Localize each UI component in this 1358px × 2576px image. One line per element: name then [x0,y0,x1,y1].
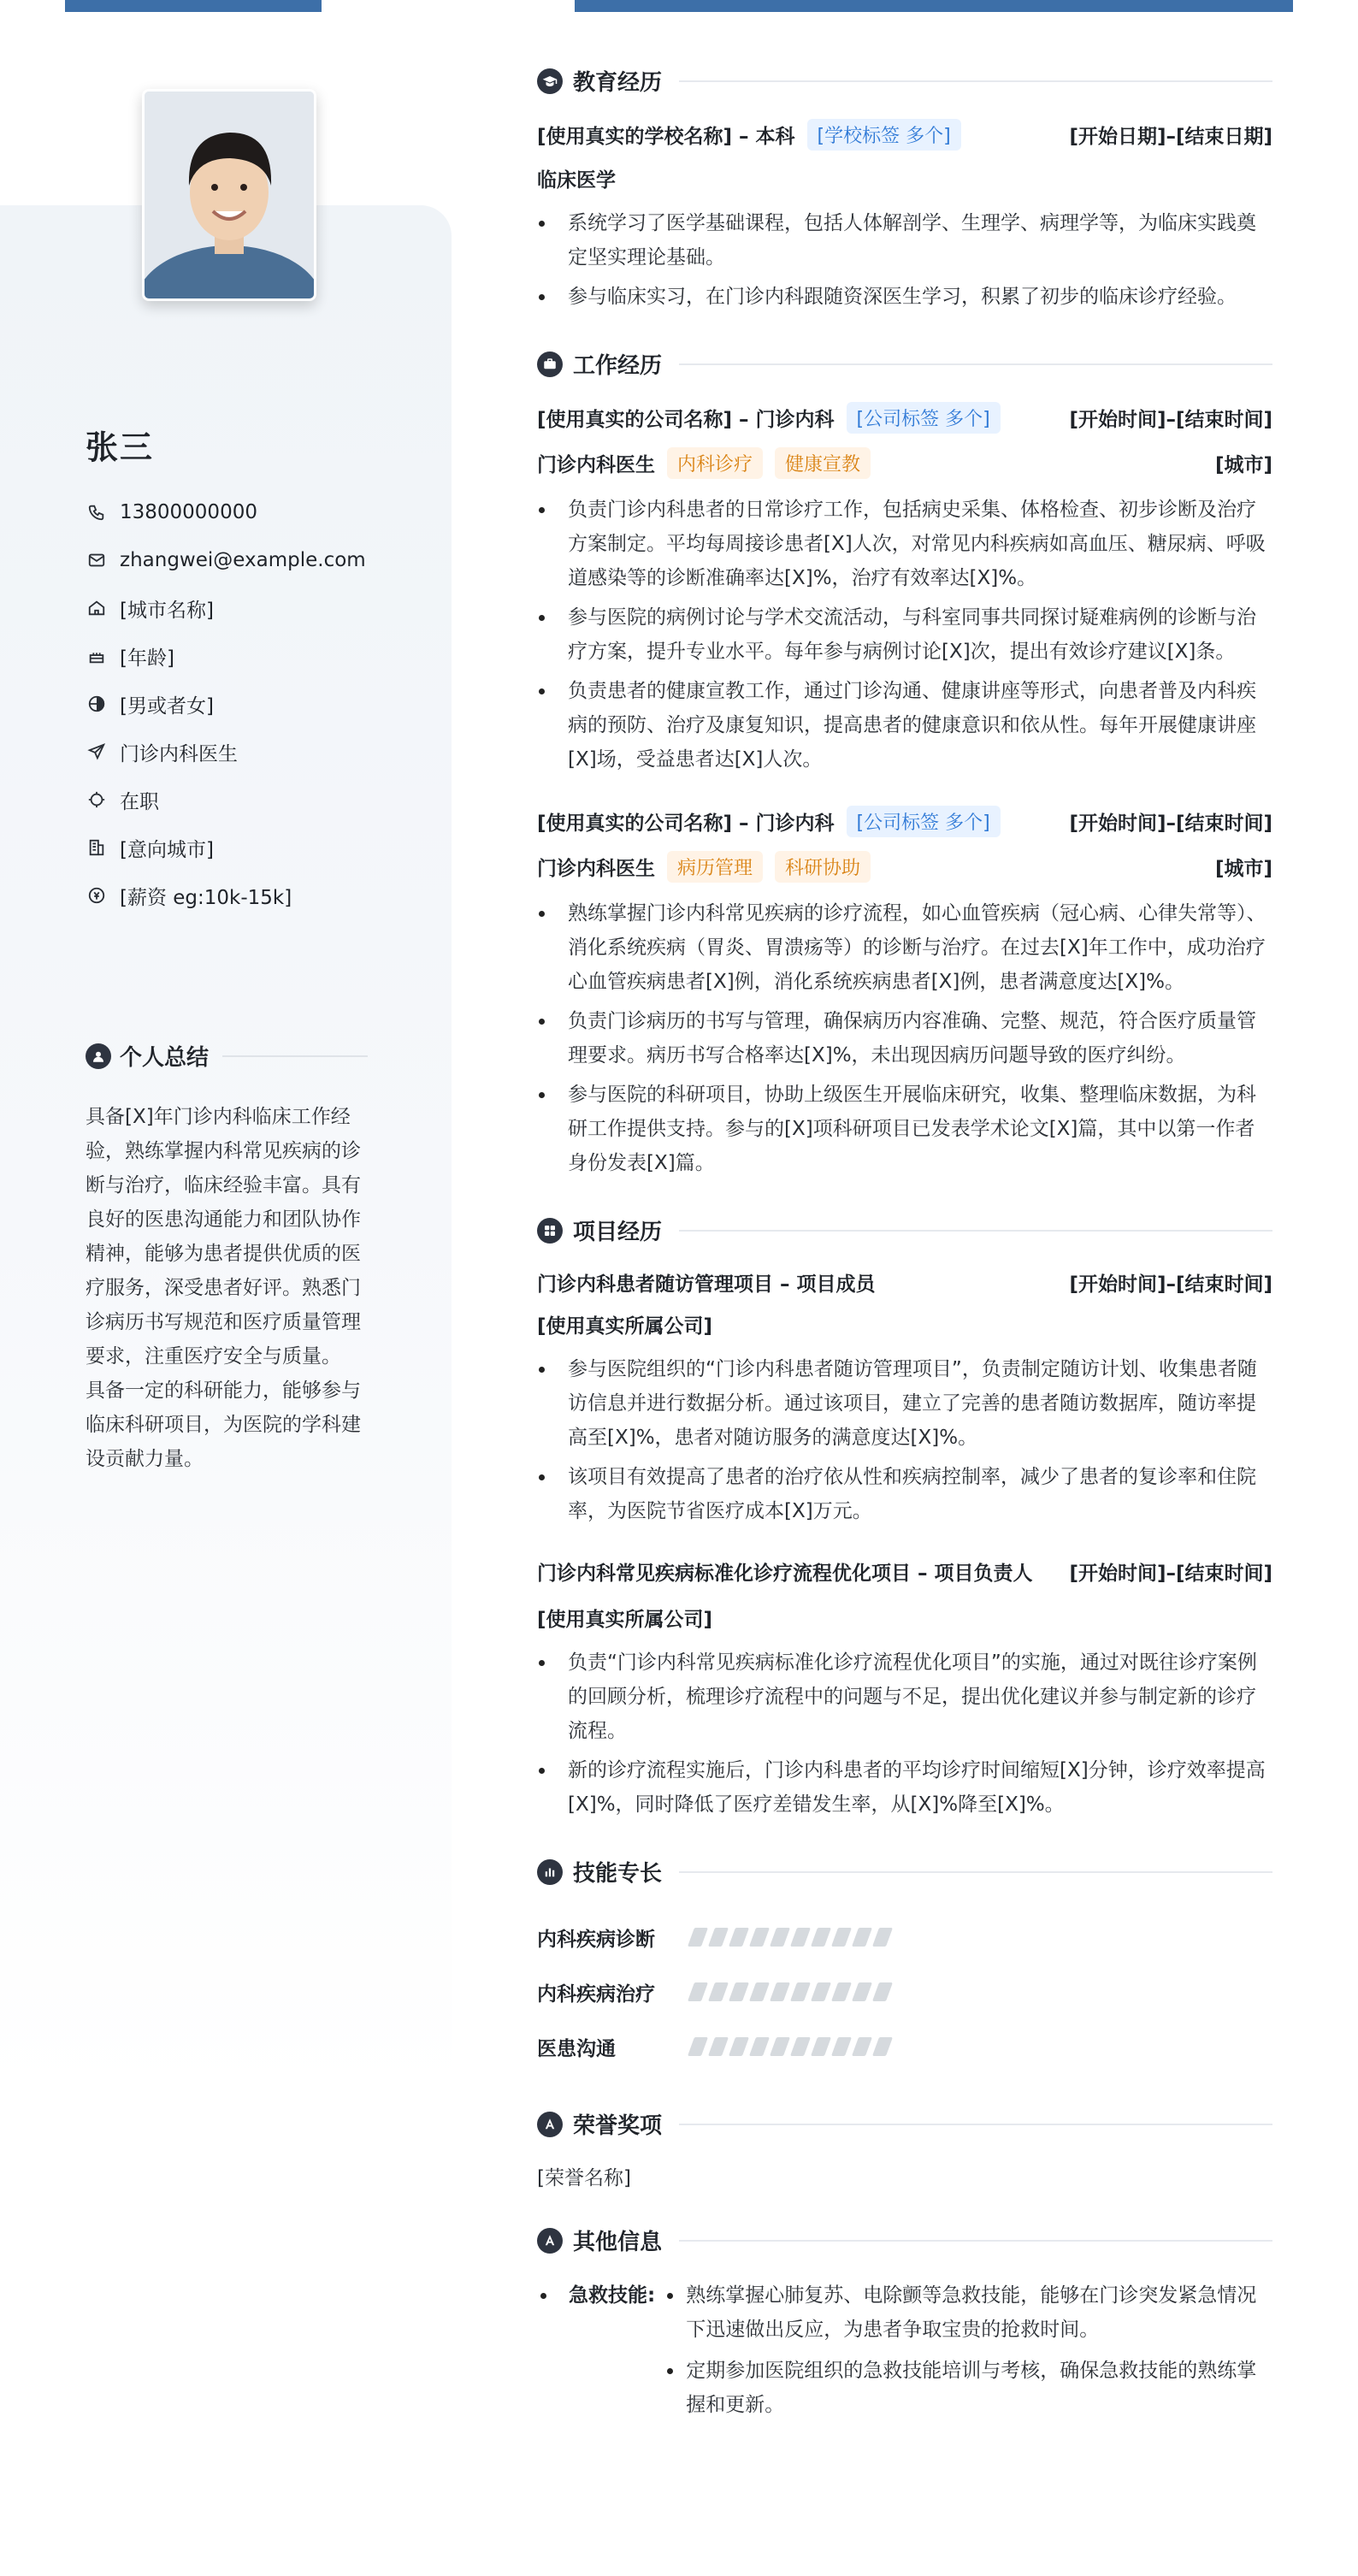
job-role: 门诊内科医生 [537,454,655,476]
project-name: 门诊内科患者随访管理项目 – 项目成员 [537,1273,876,1296]
skill-level-bar [691,1928,889,1947]
skill-level-bar [691,1982,889,2001]
project-entry [537,1268,1272,1528]
company-name: [使用真实的公司名称] – 门诊内科 [537,812,835,835]
list-item: 系统学习了医学基础课程，包括人体解剖学、生理学、病理学等，为临床实践奠定坚实理论基础。 [537,206,1272,275]
summary-text: 具备[X]年门诊内科临床工作经验，熟练掌握内科常见疾病的诊断与治疗，临床经验丰富。具有良好的医患沟通能力和团队协作精神，能够为患者提供优质的医疗服务，深受患者好评。熟悉门诊病历书写规范和医疗质量管理要求，注重医疗安全与质量。 具备一定的科研能力，能够参与临床科研项目，为医院的学科建设贡献力量。 [86,1106,361,1470]
contact-gender-text: [男或者女] [120,694,214,718]
project-bullets [537,1352,1272,1528]
contact-gender [86,680,366,728]
education-major: 临床医学 [537,169,616,192]
briefcase-icon [537,352,563,377]
list-item: 定期参加医院组织的急救技能培训与考核，确保急救技能的熟练掌握和更新。 [655,2354,1272,2422]
education-section [537,65,1272,314]
cake-icon [86,645,108,667]
work-role-row [537,851,1272,883]
contact-position-text: 门诊内科医生 [120,742,238,765]
contact-email-text: zhangwei@example.com [120,549,366,571]
skill-tag: 内科诊疗 [667,447,763,479]
contact-phone-text: 13800000000 [120,501,257,523]
status-icon [86,789,108,811]
skill-row [537,2019,1272,2074]
list-item: 参与医院组织的“门诊内科患者随访管理项目”，负责制定随访计划、收集患者随访信息并进行数据分析。通过该项目，建立了完善的患者随访数据库，随访率提高至[X]%，患者对随访服务的满意度达[X]%。 [537,1352,1272,1455]
contact-age-text: [年龄] [120,647,174,670]
projects-divider [679,1230,1272,1232]
project-dates: [开始时间]–[结束时间] [1069,1273,1272,1296]
list-item: 负责患者的健康宣教工作，通过门诊沟通、健康讲座等形式，向患者普及内科疾病的预防、治疗及康复知识，提高患者的健康意识和依从性。每年开展健康讲座[X]场，受益患者达[X]人次。 [537,674,1272,777]
list-item: 负责门诊内科患者的日常诊疗工作，包括病史采集、体格检查、初步诊断及治疗方案制定。平均每周接诊患者[X]人次，对常见内科疾病如高血压、糖尿病、呼吸道感染等的诊断准确率达[X]%，治疗有效率达[X]%。 [537,493,1272,595]
school-tag: [学校标签 多个] [807,119,961,151]
contact-phone [86,488,366,536]
projects-title: 项目经历 [573,1220,663,1245]
work-header [537,348,1272,380]
award-icon [537,2112,563,2137]
summary-title: 个人总结 [120,1045,210,1071]
work-dates: [开始时间]–[结束时间] [1069,812,1272,835]
other-header [537,2224,1272,2256]
honors-section [537,2108,1272,2190]
list-item: 负责门诊病历的书写与管理，确保病历内容准确、完整、规范，符合医疗质量管理要求。病历书写合格率达[X]%，未出现因病历问题导致的医疗纠纷。 [537,1004,1272,1072]
company-tag: [公司标签 多个] [847,402,1001,434]
contact-email [86,536,366,584]
honor-item: [荣誉名称] [537,2167,631,2189]
education-dates: [开始日期]–[结束日期] [1069,126,1272,148]
education-entry [537,119,1272,314]
summary-header [86,1040,368,1072]
contact-salary-text: [薪资 eg:10k-15k] [120,886,292,909]
contact-position [86,728,366,776]
skills-header [537,1856,1272,1888]
other-title: 其他信息 [573,2230,663,2255]
other-label: 急救技能: [569,2284,656,2307]
project-name: 门诊内科常见疾病标准化诊疗流程优化项目 – 项目负责人 [537,1563,1033,1585]
work-entry [537,806,1272,1180]
honors-title: 荣誉奖项 [573,2113,663,2139]
contact-target-city [86,824,366,871]
list-item: 参与医院的科研项目，协助上级医生开展临床研究，收集、整理临床数据，为科研工作提供支持。参与的[X]项科研项目已发表学术论文[X]篇，其中以第一作者身份发表[X]篇。 [537,1078,1272,1180]
skills-divider [679,1871,1272,1873]
project-company: [使用真实所属公司] [537,1609,713,1631]
list-item: 熟练掌握心肺复苏、电除颤等急救技能，能够在门诊突发紧急情况下迅速做出反应，为患者争取宝贵的抢救时间。 [655,2278,1272,2347]
contact-city [86,584,366,632]
skill-name: 内科疾病诊断 [537,1928,655,1951]
list-item: 参与临床实习，在门诊内科跟随资深医生学习，积累了初步的临床诊疗经验。 [537,280,1272,314]
work-divider [679,363,1272,365]
education-row [537,119,1272,151]
projects-header [537,1214,1272,1246]
company-name: [使用真实的公司名称] – 门诊内科 [537,409,835,431]
education-divider [679,80,1272,82]
grid-icon [537,1218,563,1244]
work-entry-row [537,402,1272,434]
gender-icon [86,693,108,715]
school-name: [使用真实的学校名称] – 本科 [537,126,795,148]
education-title: 教育经历 [573,70,663,96]
top-accent-bar-left [65,0,322,12]
contact-age [86,632,366,680]
main-content [537,65,1272,2463]
skill-name: 内科疾病治疗 [537,1982,655,2006]
other-item [537,2278,1272,2429]
skill-row [537,1964,1272,2019]
job-city: [城市] [1214,454,1272,476]
work-role-row [537,447,1272,479]
job-city: [城市] [1214,858,1272,880]
contact-target-city-text: [意向城市] [120,838,214,861]
user-icon [86,1043,111,1069]
award-icon [537,2228,563,2254]
salary-icon [86,884,108,907]
contact-city-text: [城市名称] [120,599,214,622]
project-dates: [开始时间]–[结束时间] [1069,1563,1272,1585]
honors-header [537,2108,1272,2140]
other-section [537,2224,1272,2429]
skill-name: 医患沟通 [537,2037,616,2060]
education-bullets [537,206,1272,314]
top-accent-bar-right [575,0,1293,12]
contact-salary [86,871,366,919]
work-entry [537,402,1272,777]
list-item: 熟练掌握门诊内科常见疾病的诊疗流程，如心血管疾病（冠心病、心律失常等）、消化系统疾病（胃炎、胃溃疡等）的诊断与治疗。在过去[X]年工作中，成功治疗心血管疾病患者[X]例，消化系统疾病患者[X]例，患者满意度达[X]%。 [537,896,1272,999]
skill-row [537,1910,1272,1964]
summary-divider [222,1055,368,1057]
skill-tag: 病历管理 [667,851,763,883]
list-item: 负责“门诊内科常见疾病标准化诊疗流程优化项目”的实施，通过对既往诊疗案例的回顾分析，梳理诊疗流程中的问题与不足，提出优化建议并参与制定新的诊疗流程。 [537,1645,1272,1748]
work-section [537,348,1272,1180]
bar-chart-icon [537,1859,563,1885]
skill-tag: 健康宣教 [775,447,871,479]
work-title: 工作经历 [573,353,663,379]
bullet-dot [540,2293,546,2299]
projects-section [537,1214,1272,1822]
graduation-cap-icon [537,68,563,94]
work-entry-row [537,806,1272,837]
work-bullets [537,896,1272,1180]
skills-section [537,1856,1272,2074]
mail-icon [86,549,108,571]
building-icon [86,836,108,859]
company-tag: [公司标签 多个] [847,806,1001,837]
send-icon [86,741,108,763]
work-dates: [开始时间]–[结束时间] [1069,409,1272,431]
phone-icon [86,501,108,523]
project-bullets [537,1645,1272,1822]
contact-list [86,488,366,919]
project-row [537,1557,1272,1590]
avatar [142,89,316,301]
project-company: [使用真实所属公司] [537,1315,713,1338]
profile-name: 张三 [86,428,155,466]
contact-status-text: 在职 [120,790,159,813]
other-bullets [655,2278,1272,2429]
other-divider [679,2240,1272,2242]
skill-level-bar [691,2037,889,2056]
skills-title: 技能专长 [573,1861,663,1887]
project-entry [537,1557,1272,1822]
list-item: 该项目有效提高了患者的治疗依从性和疾病控制率，减少了患者的复诊率和住院率，为医院节省医疗成本[X]万元。 [537,1460,1272,1528]
job-role: 门诊内科医生 [537,858,655,880]
skill-tag: 科研协助 [775,851,871,883]
project-row [537,1268,1272,1297]
honors-divider [679,2124,1272,2125]
list-item: 参与医院的病例讨论与学术交流活动，与科室同事共同探讨疑难病例的诊断与治疗方案，提升专业水平。每年参与病例讨论[X]次，提出有效诊疗建议[X]条。 [537,600,1272,669]
home-icon [86,597,108,619]
list-item: 新的诊疗流程实施后，门诊内科患者的平均诊疗时间缩短[X]分钟，诊疗效率提高[X]%，同时降低了医疗差错发生率，从[X]%降至[X]%。 [537,1753,1272,1822]
contact-status [86,776,366,824]
education-header [537,65,1272,97]
work-bullets [537,493,1272,777]
